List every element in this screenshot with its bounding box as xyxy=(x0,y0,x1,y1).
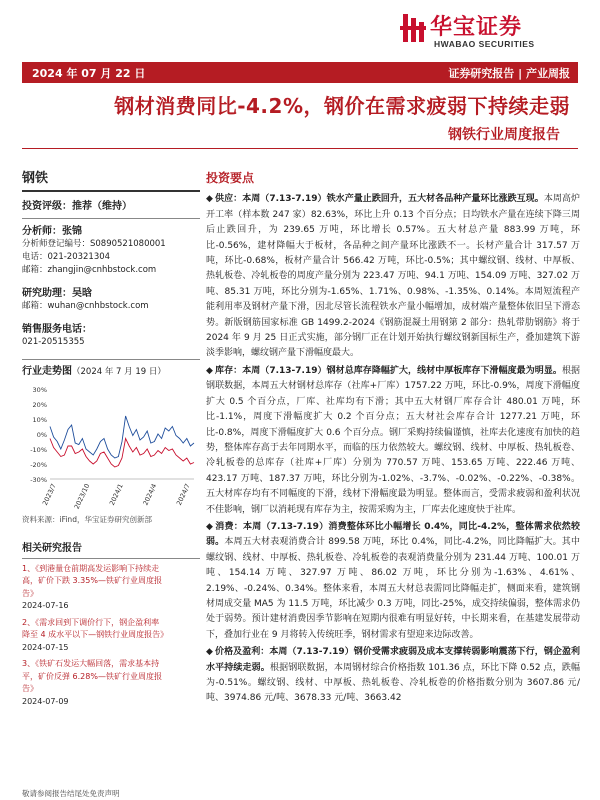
related-title: 相关研究报告 xyxy=(22,542,82,554)
assistant-email[interactable]: 邮箱：wuhan@cnhbstock.com xyxy=(22,300,149,311)
content-paragraph xyxy=(206,520,580,643)
related-divider xyxy=(22,558,200,559)
para-lead: 库存：本周（7.13-7.19）钢材总库存降幅扩大，线材中厚板库存下滑幅度最为明显。 xyxy=(215,365,562,376)
bullet-icon: ◆ xyxy=(206,194,213,205)
content-paragraph xyxy=(206,645,580,707)
bullet-icon: ◆ xyxy=(206,521,213,532)
analyst-label: 分析师：张锦 xyxy=(22,225,82,237)
related-line: 告》 xyxy=(22,588,38,598)
y-tick-label: -10% xyxy=(30,445,47,454)
rating-divider xyxy=(22,218,200,219)
logo-mark-icon xyxy=(400,12,426,44)
analyst-email[interactable]: 邮箱：zhangjin@cnhbstock.com xyxy=(22,264,157,275)
para-lead: 消费：本周（7.13-7.19）消费整体环比小幅增长 0.4%，同比-4.2%，整体需求依然较弱。 xyxy=(206,521,580,548)
x-tick-label: 2023/7 xyxy=(40,481,58,507)
chart-title xyxy=(22,365,200,379)
related-line: 高，矿价下跌 3.35%—铁矿行业周度报 xyxy=(22,576,162,585)
chart-date: （2024 年 7 月 19 日） xyxy=(72,366,166,377)
x-tick-label: 2023/10 xyxy=(72,481,92,510)
title-divider xyxy=(22,148,578,149)
y-tick-label: 10% xyxy=(32,415,47,424)
series-line-0 xyxy=(50,416,194,458)
brand-name-cn: 华宝证券 xyxy=(430,15,523,40)
sidebar xyxy=(22,160,200,708)
header-band xyxy=(22,62,578,83)
report-type: 证券研究报告 | 产业周报 xyxy=(448,67,570,80)
para-body: 本周五大材表观消费合计 899.58 万吨，环比 0.4%，同比-4.2%，同比降幅扩大。其中螺纹钢、线材、中厚板、热轧板卷、冷轧板卷的表观消费量分别为 231.44 万吨、100.01 万吨、154.14 万吨、327.97 万吨、86.02 万吨，环比分别为-1.63%、4.61%、2.19%、-0.24%、0.34%。整体来看，本周五大材总表需同比降幅走扩，侧面来看，建筑钢材周成交量 MA5 为 11.5 万吨，环比减少 0.3 万吨，同比-25%，成交持续偏弱，整体需求仍处于弱势。预计建材消费因季节影响在短期内很难有明显好转，中长期来看，在基建发展带动下，叠加行业在 9 月将转入传统旺季，钢材需求有望迎来边际改善。 xyxy=(206,537,580,640)
related-list xyxy=(22,563,200,709)
related-line: 降至 4 成水平以下—钢铁行业周度报告》 xyxy=(22,630,169,639)
industry-name: 钢铁 xyxy=(22,171,49,186)
related-line: 平，矿价反弹 6.28%—铁矿行业周度报 xyxy=(22,671,162,681)
related-date: 2024-07-15 xyxy=(22,642,69,652)
para-body: 根据钢联数据，本周五大材钢材总库存（社库+厂库）1757.22 万吨，环比-0.9%，周度下滑幅度扩大 0.5 个百分点，厂库、社库均有下滑；其中五大材钢厂库存合计 480.01 万吨，环比-1.1%，周度下滑幅度扩大 0.2 个百分点；五大材社会库存合计 1277.21 万吨，环比-0.8%，周度下滑幅度扩大 0.6 个百分点。钢厂采购持续偏谨慎，社库去化速度有加快的趋势，整体库存高于去年同期水平，而临的压力依然较大。螺纹钢、线材、中厚板、热轧板卷、冷轧板卷的总库存（社库+厂库）分别为 770.57 万吨、153.65 万吨、222.46 万吨、423.17 万吨、187.37 万吨，环比分别为-1.02%、-3.7%、-0.02%、-0.22%、-0.38%。五大材库存均有不同幅度的下滑，线材下滑幅度最为明显。整体而言，受需求疲弱和盈利状况不佳影响，钢厂以消耗现有库存为主，按需采购为主，厂库去化速度快于社库。 xyxy=(206,365,580,515)
industry-divider xyxy=(22,190,200,192)
trend-chart-svg xyxy=(22,383,200,511)
y-tick-label: 30% xyxy=(32,385,47,394)
para-lead: 价格及盈利：本周（7.13-7.19）钢价受需求疲弱及成本支撑转弱影响震荡下行，钢企盈利水平持续走弱。 xyxy=(206,647,580,673)
chart-title-text: 行业走势图 xyxy=(22,365,72,377)
x-tick-label: 2024/4 xyxy=(141,481,159,507)
related-date: 2024-07-09 xyxy=(22,696,69,706)
main-content xyxy=(206,171,580,709)
y-tick-label: -30% xyxy=(30,475,47,484)
related-report-link[interactable] xyxy=(22,658,200,708)
related-line: 3、《铁矿石发运大幅回落，需求基本持 xyxy=(22,659,160,668)
analyst-info: 电话：021-20321304 xyxy=(22,251,111,262)
related-line: 告》 xyxy=(22,684,38,693)
para-lead: 供应：本周（7.13-7.19）铁水产量止跌回升，五大材各品种产量环比涨跌互现。 xyxy=(215,194,544,205)
brand-name-en: HWABAO SECURITIES xyxy=(434,39,535,49)
content-paragraph xyxy=(206,192,580,361)
related-report-link[interactable] xyxy=(22,563,200,613)
sales-phone: 021-20515355 xyxy=(22,336,85,347)
investment-rating: 投资评级：推荐（维持） xyxy=(22,200,132,212)
chart-source: 资料来源：iFind，华宝证券研究创新部 xyxy=(22,514,152,524)
analyst-info: 分析师登记编号：S0890521080001 xyxy=(22,238,166,249)
report-date: 2024 年 07 月 22 日 xyxy=(32,67,146,80)
disclaimer-footer: 敬请参阅报告结尾处免责声明 xyxy=(22,789,120,798)
para-body: 根据钢联数据，本周钢材综合价格指数 101.36 点，环比下降 0.52 点，跌幅为-0.51%。螺纹钢、线材、中厚板、热轧板卷、冷轧板卷的价格指数分别为 3607.86 元/吨、3974.86 元/吨、3678.33 元/吨、3663.42 xyxy=(206,662,580,704)
report-subtitle: 钢铁行业周度报告 xyxy=(448,127,560,143)
related-line: 2、《需求回到下调价行下，钢企盈利率 xyxy=(22,617,160,627)
related-line: 1、《到港量仓前期高发运影响下持续走 xyxy=(22,563,160,573)
bullet-icon: ◆ xyxy=(206,647,213,658)
related-date: 2024-07-16 xyxy=(22,601,69,610)
industry-trend-chart xyxy=(22,383,200,511)
content-paragraph xyxy=(206,364,580,518)
brand-logo xyxy=(398,10,578,54)
sales-label: 销售服务电话： xyxy=(22,323,92,335)
bullet-icon: ◆ xyxy=(206,365,213,376)
assistant-label: 研究助理：吴晗 xyxy=(22,287,92,299)
section-heading: 投资要点 xyxy=(206,171,255,185)
para-body: 本周高炉开工率（样本数 247 家）82.63%，环比上升 0.13 个百分点；日均铁水产量在连续下降三周后止跌回升，为 239.65 万吨，环比增长 0.57%。五大材总产量 883.99 万吨，环比-0.56%，建材降幅大于板材，各品种之间产量环比涨跌不一。长材产量合计 317.57 万吨，环比-0.68%，板材产量合计 566.42 万吨，环比-0.5%；其中螺纹钢、线材、中厚板、热轧板卷、冷轧板卷的周度产量分别为 223.47 万吨、94.1 万吨、154.09 万吨、327.02 万吨、85.31 万吨，环比分别为-1.65%、1.71%、0.98%、-1.35%、0.14%。本周短流程产能利用率及钢材产量下滑，因北尽管长流程铁水产量小幅增加，成材端产量整体依旧呈下滑态势。新版钢筋国家标准 GB 1499.2-2024《钢筋混凝土用钢第 2 部分：热轧带肋钢筋》将于 2024 年 9 月 25 日正式实施，部分钢厂正在计划开始执行螺纹钢新国标生产，叠加建筑下游淡季影响，螺纹钢产量下滑幅度最大。 xyxy=(206,194,580,359)
x-tick-label: 2024/1 xyxy=(107,481,125,507)
y-tick-label: 0% xyxy=(36,430,47,439)
report-title: 钢材消费同比-4.2%，钢价在需求疲弱下持续走弱 xyxy=(114,94,570,118)
related-report-link[interactable] xyxy=(22,617,200,655)
x-tick-label: 2024/7 xyxy=(174,481,192,507)
y-tick-label: -20% xyxy=(30,460,47,469)
y-tick-label: 20% xyxy=(32,400,47,409)
chart-divider xyxy=(22,359,200,360)
